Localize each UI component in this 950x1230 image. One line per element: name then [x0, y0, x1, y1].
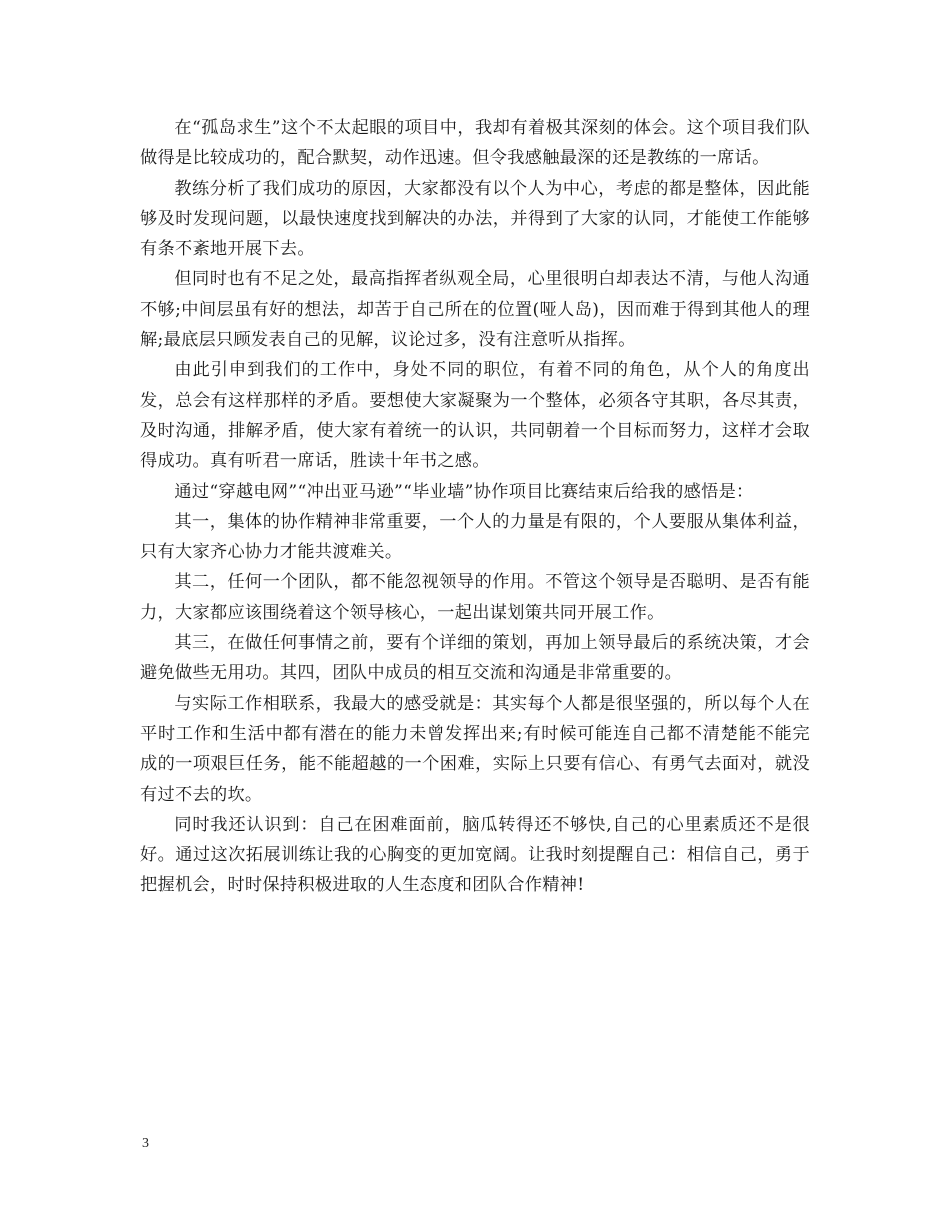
paragraph: 通过“穿越电网”“冲出亚马逊”“毕业墙”协作项目比赛结束后给我的感悟是： — [174, 481, 754, 502]
paragraph: 但同时也有不足之处，最高指挥者纵观全局，心里很明白却表达不清，与他人沟通不够;中间层虽有好的想法，却苦于自己所在的位置(哑人岛)，因而难于得到其他人的理解;最底层只顾发表自己的见解，议论过多，没有注意听从指挥。 — [140, 269, 810, 351]
paragraph: 同时我还认识到：自己在困难面前，脑瓜转得还不够快,自己的心里素质还不是很好。通过这次拓展训练让我的心胸变的更加宽阔。让我时刻提醒自己：相信自己，勇于把握机会，时时保持积极进取的人生态度和团队合作精神! — [140, 814, 810, 896]
paragraph: 教练分析了我们成功的原因，大家都没有以个人为中心，考虑的都是整体，因此能够及时发现问题，以最快速度找到解决的办法，并得到了大家的认同，才能使工作能够有条不紊地开展下去。 — [140, 178, 810, 260]
paragraph: 其一，集体的协作精神非常重要，一个人的力量是有限的，个人要服从集体利益，只有大家齐心协力才能共渡难关。 — [140, 511, 810, 563]
paragraph: 其二，任何一个团队，都不能忽视领导的作用。不管这个领导是否聪明、是否有能力，大家都应该围绕着这个领导核心，一起出谋划策共同开展工作。 — [140, 572, 810, 623]
paragraph: 在“孤岛求生”这个不太起眼的项目中，我却有着极其深刻的体会。这个项目我们队做得是比较成功的，配合默契，动作迅速。但令我感触最深的还是教练的一席话。 — [140, 118, 810, 169]
document-body — [140, 113, 810, 901]
paragraph: 与实际工作相联系，我最大的感受就是：其实每个人都是很坚强的，所以每个人在平时工作和生活中都有潜在的能力未曾发挥出来;有时候可能连自己都不清楚能不能完成的一项艰巨任务，能不能超越的一个困难，实际上只要有信心、有勇气去面对，就没有过不去的坎。 — [140, 693, 810, 805]
paragraph: 由此引申到我们的工作中，身处不同的职位，有着不同的角色，从个人的角度出发，总会有这样那样的矛盾。要想使大家凝聚为一个整体，必须各守其职，各尽其责，及时沟通，排解矛盾，使大家有着统一的认识，共同朝着一个目标而努力，这样才会取得成功。真有听君一席话，胜读十年书之感。 — [140, 360, 810, 472]
page-number: 3 — [142, 1136, 149, 1151]
paragraph: 其三，在做任何事情之前，要有个详细的策划，再加上领导最后的系统决策，才会避免做些无用功。其四，团队中成员的相互交流和沟通是非常重要的。 — [140, 633, 810, 684]
